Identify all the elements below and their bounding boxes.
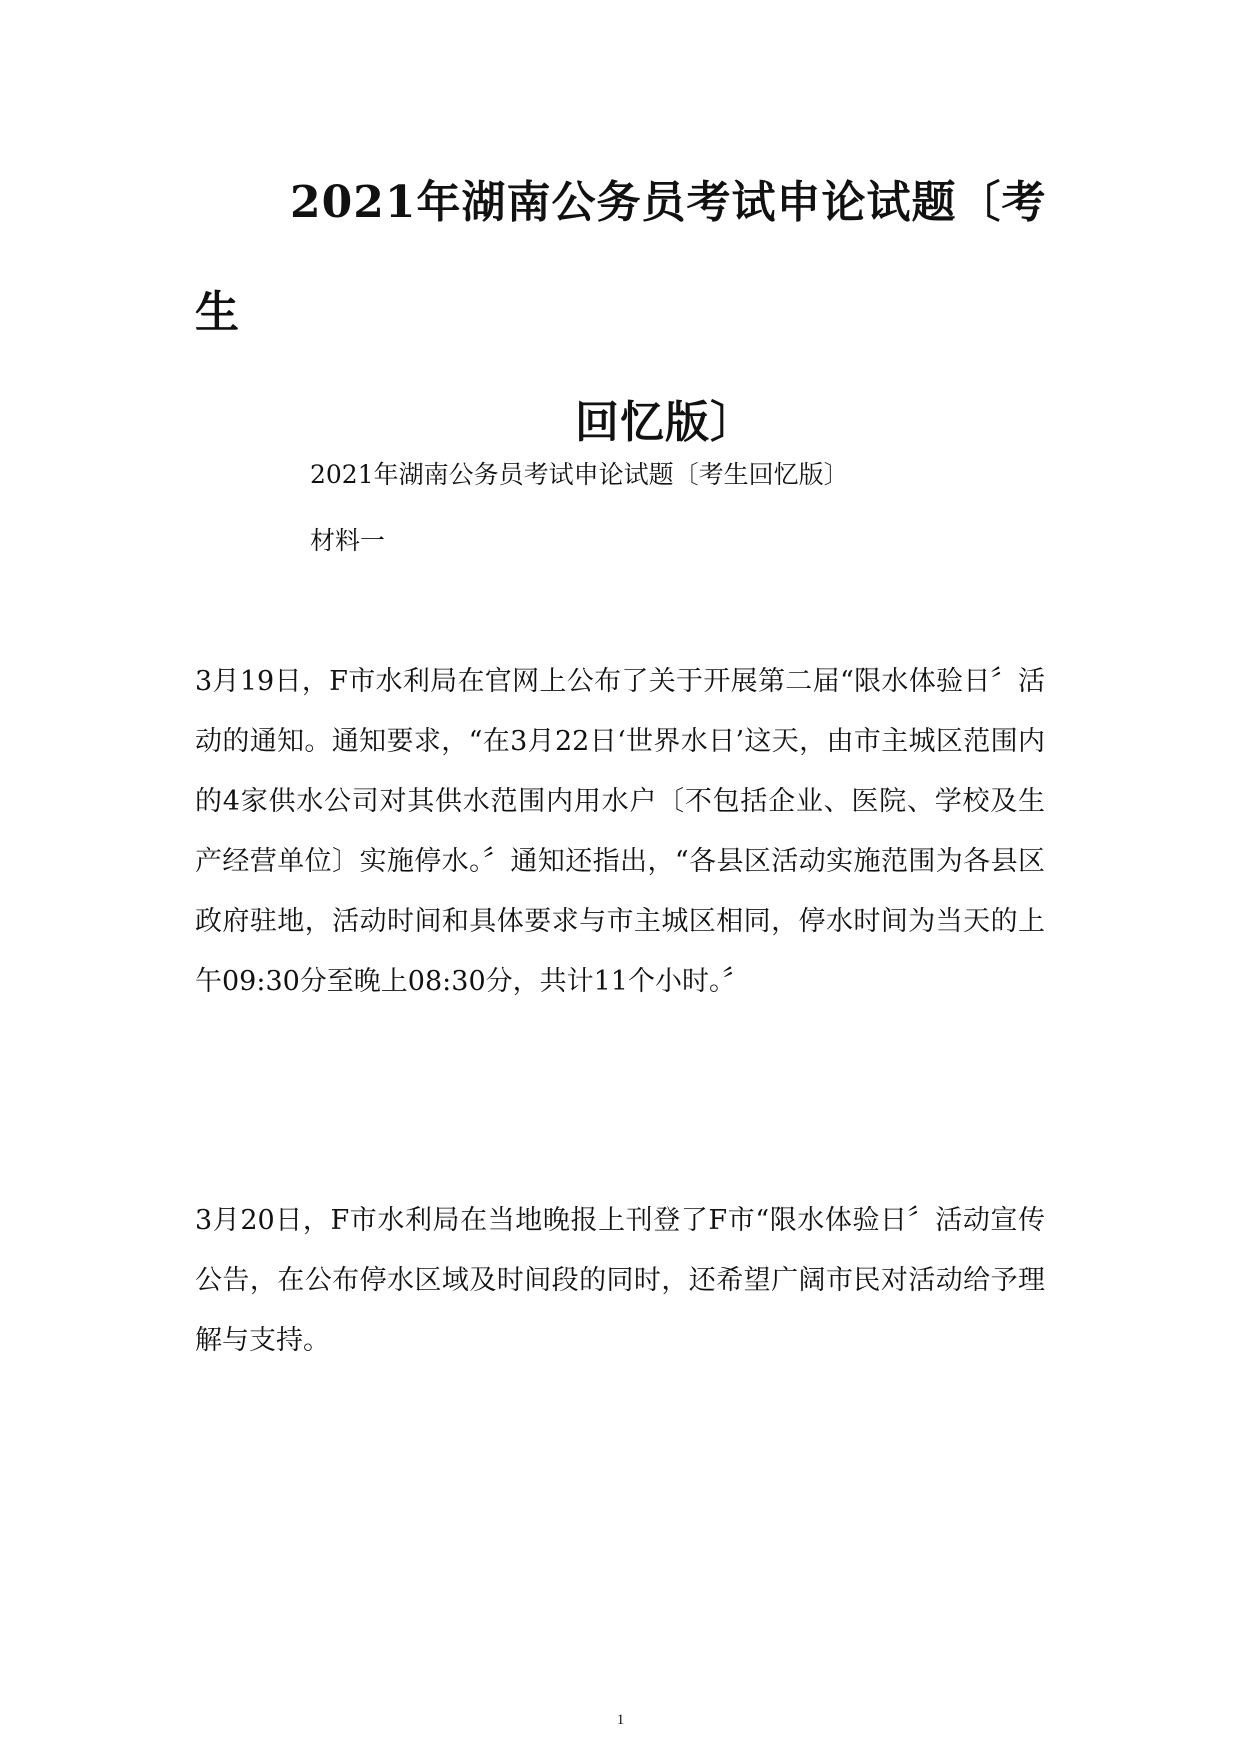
paragraph-2: 3月20日，F市水利局在当地晚报上刊登了F市“限水体验日〞活动宣传公告，在公布停水区域及时间段的同时，还希望广阔市民对活动给予理解与支持。 bbox=[195, 1205, 1045, 1356]
document-title-line-1: 2021年湖南公务员考试申论试题〔考生 bbox=[195, 177, 1047, 338]
paragraph-1: 3月19日，F市水利局在官网上公布了关于开展第二届“限水体验日〞活动的通知。通知要求，“在3月22日‘世界水日’这天，由市主城区范围内的4家供水公司对其供水范围内用水户〔不包括企业、医院、学校及生产经营单位〕实施停水。〞通知还指出，“各县区活动实施范围为各县区政府驻地，活动时间和具体要求与市主城区相同，停水时间为当天的上午09:30分至晚上08:30分，共计11个小时。〞 bbox=[195, 666, 1045, 997]
page-number: 1 bbox=[616, 1712, 625, 1728]
document-title-line-2: 回忆版〕 bbox=[575, 397, 755, 448]
document-title bbox=[195, 148, 1075, 478]
document-subtitle: 2021年湖南公务员考试申论试题〔考生回忆版〕 bbox=[310, 460, 849, 489]
section-label: 材料一 bbox=[310, 526, 386, 555]
